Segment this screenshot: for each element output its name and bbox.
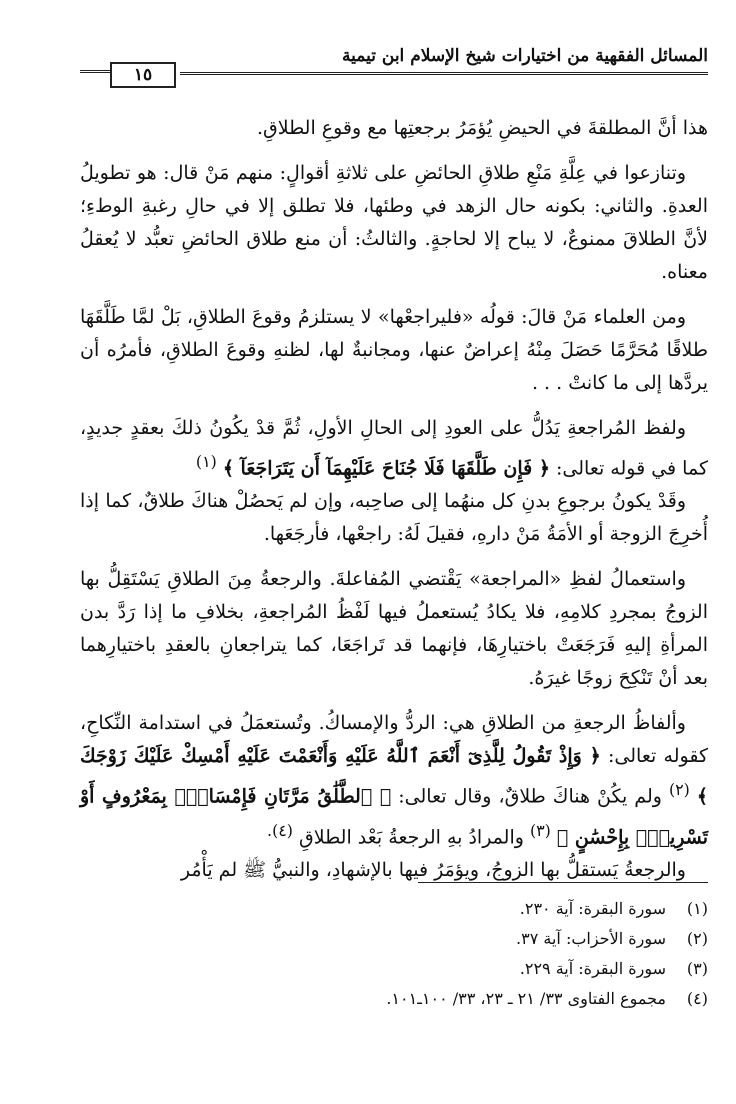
footnote-number: (١) xyxy=(686,899,708,918)
footnote-number: (٢) xyxy=(686,929,708,948)
footnote-number: (٤) xyxy=(686,989,708,1008)
paragraph-text: ولم يكُنْ هناكَ طلاقٌ، وقال تعالى: xyxy=(398,785,662,808)
footnote xyxy=(148,924,708,954)
paragraph: وتنازعوا في عِلَّةِ مَنْعِ طلاقِ الحائضِ على ثلاثةِ أقوالٍ: منهم مَنْ قال: هو تطويلُ العدةِ. والثاني: بكونه حال الزهد في وطئها، فلا تطلق إلا في حالِ رغبةِ الوطءِ؛ لأنَّ الطلاقَ ممنوعٌ، لا يباح إلا لحاجةٍ. والثالثُ: أن منع طلاق الحائضِ تعبُّد لا يُعقلُ معناه. xyxy=(80,162,708,283)
footnote-number: (٣) xyxy=(686,959,708,978)
running-title: المسائل الفقهية من اختيارات شيخ الإسلام ابن تيمية xyxy=(342,46,708,66)
paragraph-text: ولفظ المُراجعةِ يَدُلُّ على العودِ إلى الحالِ الأولِ، ثُمَّ قدْ يكُونُ ذلكَ بعقدٍ جديدٍ، كما في قوله تعالى: xyxy=(80,417,708,480)
footnote-ref: (٤). xyxy=(267,820,293,840)
paragraph: هذا أنَّ المطلقةَ في الحيضِ يُؤمَرُ برجعتِها مع وقوعِ الطلاقِ. xyxy=(256,117,708,139)
paragraph: ومن العلماء مَنْ قالَ: قولُه «فليراجعْها» لا يستلزمُ وقوعَ الطلاقِ، بَلْ لمَّا طَلَّقَهَا طلاقًا مُحَرَّمًا حَصَلَ مِنْهُ إعراضٌ عنها، ومجانبةٌ لها، لظنهِ وقوعَ الطلاقِ، فأمرُه أن يردَّها إلى ما كانتْ . . . xyxy=(80,306,708,394)
paragraph xyxy=(80,707,708,854)
page-header xyxy=(80,46,708,86)
main-text xyxy=(80,112,708,887)
footnote xyxy=(148,984,708,1014)
quran-verse: ﴿ ٱلطَّلَٰقُ مَرَّتَانِ فَإِمْسَاكُۢ بِمَعْرُوفٍ أَوْ تَسْرِيحُۢ بِإِحْسَٰنٍ ﴾ xyxy=(80,785,708,848)
footnote-text: سورة البقرة: آية ٢٣٠. xyxy=(519,899,666,918)
footnote xyxy=(148,954,708,984)
footnote-text: سورة البقرة: آية ٢٢٩. xyxy=(519,959,666,978)
header-rule xyxy=(180,72,708,79)
paragraph-text: والمرادُ بهِ الرجعةُ بَعْد الطلاقِ xyxy=(299,825,524,848)
header-rule-left xyxy=(80,70,110,77)
footnote-ref: (٣) xyxy=(529,820,551,840)
quran-verse: ﴿ وَإِذْ تَقُولُ لِلَّذِىٓ أَنْعَمَ ٱللَّهُ عَلَيْهِ وَأَنْعَمْتَ عَلَيْهِ أَمْسِكْ عَلَيْكَ زَوْجَكَ ﴾ xyxy=(80,745,708,808)
quran-verse: ﴿ فَإِن طَلَّقَهَا فَلَا جُنَاحَ عَلَيْهِمَآ أَن يَتَرَاجَعَآ ﴾ xyxy=(222,457,550,480)
paragraph-text: وألفاظُ الرجعةِ من الطلاقِ هي: الردُّ والإمساكُ. وتُستعمَلُ في استدامة النِّكاحِ، كقوله تعالى: xyxy=(80,712,708,768)
paragraph: وقَدْ يكونُ برجوعِ بدنِ كل منهُما إلى صاحِبه، وإن لم يَحصُلْ هناكَ طلاقٌ، كما إذا أُخرِجَ الزوجة أو الأمَةُ مَنْ دارهِ، فقيلَ لَهُ: راجعْها، فأرجَعَها. xyxy=(80,490,708,546)
footnotes xyxy=(148,894,708,1014)
page-number: ١٥ xyxy=(110,62,176,88)
footnote-ref: (٢) xyxy=(668,780,690,800)
paragraph: والرجعةُ يَستقلُّ بها الزوجُ، ويؤمَرُ فيها بالإشهادِ، والنبيُّ ﷺ لم يَأْمُر xyxy=(180,858,686,881)
paragraph xyxy=(80,412,708,485)
footnote-separator xyxy=(418,882,708,883)
footnote-ref: (١) xyxy=(195,452,217,471)
paragraph: واستعمالُ لفظِ «المراجعة» يَقْتضي المُفاعلةَ. والرجعةُ مِنَ الطلاقِ يَسْتَقِلُّ بها الزوجُ بمجردِ كلامِهِ، فلا يكادُ يُستعملُ فيها لَفْظُ المُراجعةِ، بخلافِ ما إذا رَدَّ بدن المرأةِ إليهِ فَرَجَعَتْ باختيارِهَا، فإنهما قد تَراجَعَا، كما يتراجعانِ بالعقدِ باختيارِهما بعد أنْ تَنْكِحَ زوجًا غيرَهُ. xyxy=(80,568,708,690)
footnote-text: مجموع الفتاوى ٣٣/ ٢١ ـ ٢٣، ٣٣/ ١٠٠ـ١٠١. xyxy=(386,989,666,1008)
footnote-text: سورة الأحزاب: آية ٣٧. xyxy=(516,929,666,948)
footnote xyxy=(148,894,708,924)
